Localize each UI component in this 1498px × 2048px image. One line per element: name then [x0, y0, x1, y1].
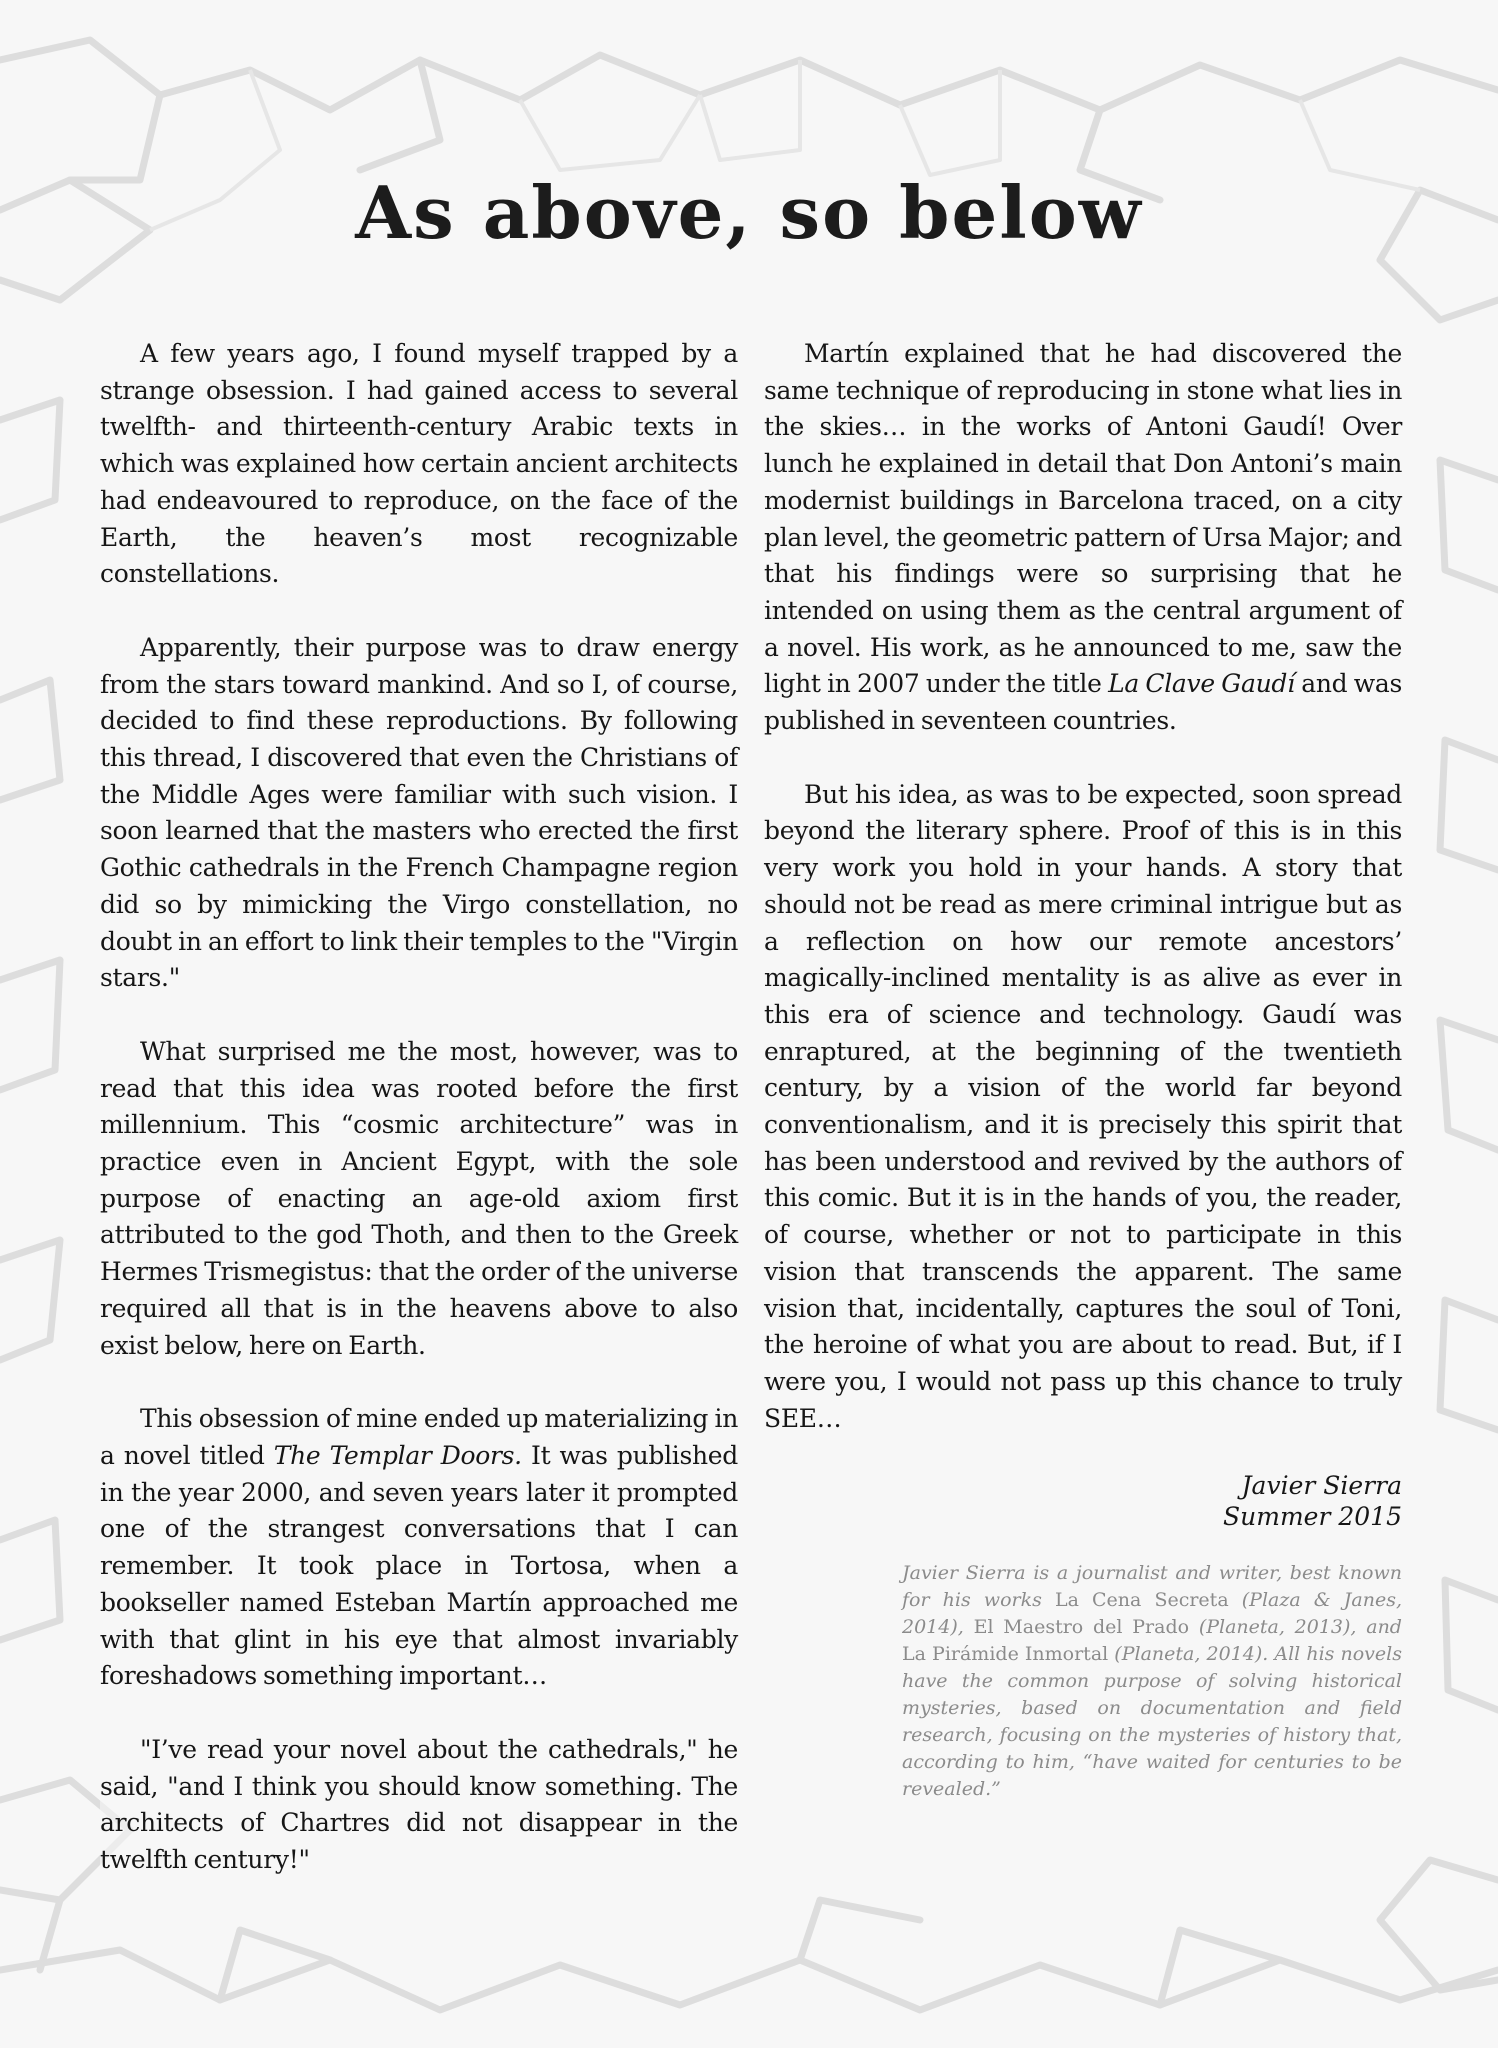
text-run: and was published in seventeen countries.	[764, 669, 1402, 736]
paragraph: What surprised me the most, however, was to read that this idea was rooted before the first millennium. This “cosmic architecture” was in practice even in Ancient Egypt, with the sole purpose of enacting an age-old axiom first attributed to the god Thoth, and then to the Greek Hermes Trismegistus: that the order of the universe required all that is in the heavens above to also exist below, here on Earth.	[100, 1034, 738, 1364]
paragraph: "I’ve read your novel about the cathedrals," he said, "and I think you should know something. The architects of Chartres did not disappear in the twelfth century!"	[100, 1732, 738, 1879]
bio-book-title: La Pirámide Inmortal	[902, 1642, 1109, 1665]
bio-text: (Plaza & Janes, 2014),	[902, 1588, 1403, 1638]
text-run: This obsession of mine ended up materializing in a novel titled	[100, 1404, 738, 1470]
paragraph	[100, 1401, 738, 1695]
bio-book-title: La Cena Secreta	[1054, 1588, 1229, 1611]
bio-book-title: El Maestro del Prado	[973, 1615, 1190, 1638]
right-column	[764, 336, 1402, 1803]
book-title: The Templar Doors.	[273, 1440, 522, 1470]
paragraph	[764, 336, 1402, 740]
article-title: As above, so below	[355, 170, 1143, 255]
paragraph: Apparently, their purpose was to draw energy from the stars toward mankind. And so I, of course, decided to find these reproductions. By following this thread, I discovered that even the Christians of the Middle Ages were familiar with such vision. I soon learned that the masters who erected the first Gothic cathedrals in the French Champagne region did so by mimicking the Virgo constellation, no doubt in an effort to link their temples to the "Virgin stars."	[100, 630, 738, 997]
signature-name: Javier Sierra	[1241, 1471, 1402, 1501]
text-run: It was published in the year 2000, and seven years later it prompted one of the strangest conversations that I can remember. It took place in Tortosa, when a bookseller named Esteban Martín approached me with that glint in his eye that almost invariably foreshadows something important…	[100, 1440, 739, 1691]
bio-text: (Planeta, 2014). All his novels have the common purpose of solving historical mysteries, based on documentation and field research, focusing on the mysteries of history that, according to him, “have waited for centuries to be revealed.”	[902, 1642, 1402, 1800]
left-column	[100, 336, 738, 1916]
book-title: La Clave Gaudí	[1108, 669, 1295, 699]
author-bio	[902, 1560, 1402, 1803]
paragraph: A few years ago, I found myself trapped by a strange obsession. I had gained access to several twelfth- and thirteenth-century Arabic texts in which was explained how certain ancient architects had endeavoured to reproduce, on the face of the Earth, the heaven’s most recognizable constellations.	[100, 336, 738, 593]
paragraph: But his idea, as was to be expected, soon spread beyond the literary sphere. Proof of this is in this very work you hold in your hands. A story that should not be read as mere criminal intrigue but as a reflection on how our remote ancestors’ magically-inclined mentality is as alive as ever in this era of science and technology. Gaudí was enraptured, at the beginning of the twentieth century, by a vision of the world far beyond conventionalism, and it is precisely this spirit that has been understood and revived by the authors of this comic. But it is in the hands of you, the reader, of course, whether or not to participate in this vision that transcends the apparent. The same vision that, incidentally, captures the soul of Toni, the heroine of what you are about to read. But, if I were you, I would not pass up this chance to truly SEE…	[764, 777, 1402, 1438]
bio-text: (Planeta, 2013), and	[1189, 1615, 1402, 1638]
bio-text: Javier Sierra is a journalist and writer, best known for his works	[902, 1561, 1402, 1611]
signature-date: Summer 2015	[1223, 1502, 1402, 1532]
text-run: Martín explained that he had discovered the same technique of reproducing in stone what lies in the skies… in the works of Antoni Gaudí! Over lunch he explained in detail that Don Antoni’s main modernist buildings in Barcelona traced, on a city plan level, the geometric pattern of Ursa Major; and that his findings were so surprising that he intended on using them as the central argument of a novel. His work, as he announced to me, saw the light in 2007 under the title	[764, 339, 1402, 699]
